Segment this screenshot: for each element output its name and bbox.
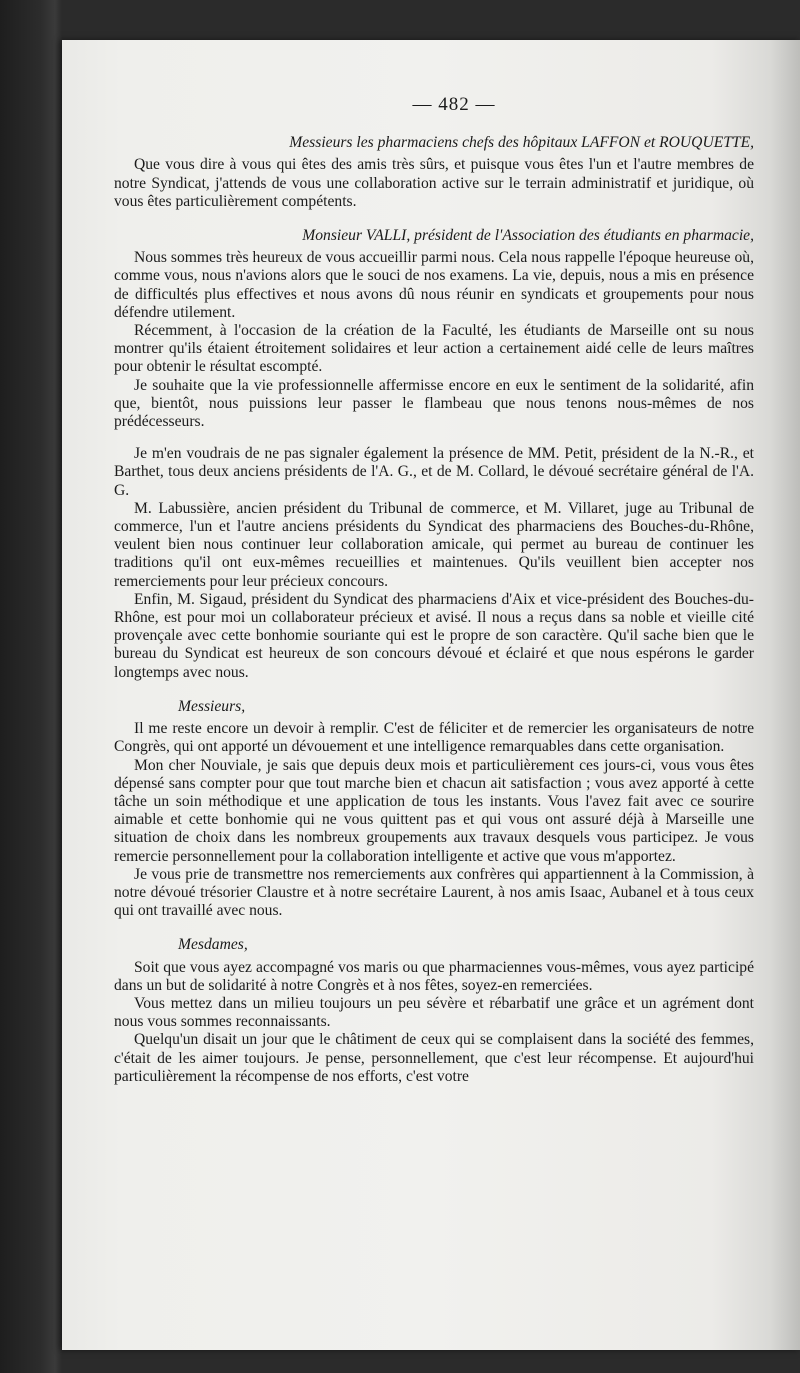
paragraph: Enfin, M. Sigaud, président du Syndicat des pharmaciens d'Aix et vice-président des Bouches-du-Rhône, est pour moi un collaborateur précieux et avisé. Il nous a reçus dans sa noble et vieille cité provençale avec cette bonhomie souriante qui est le propre de son caractère. Qu'il sache bien que le bureau du Syndicat est heureux de son concours dévoué et éclairé et que nous espérons le garder longtemps avec nous.: [114, 590, 754, 681]
paragraph: Mon cher Nouviale, je sais que depuis deux mois et particulièrement ces jours-ci, vous vous êtes dépensé sans compter pour que tout marche bien et chacun ait satisfaction ; vous avez apporté à cette tâche un soin méthodique et une application de tous les instants. Vous l'avez fait avec ce sourire aimable et cette bonhomie qui ne vous quittent pas et qui vous ont assuré déjà à Marseille une situation de choix dans les nombreux groupements aux travaux desquels vous participez. Je vous remercie personnellement pour la collaboration intelligente et active que vous m'apportez.: [114, 756, 754, 865]
paragraph: Quelqu'un disait un jour que le châtiment de ceux qui se complaisent dans la société des femmes, c'était de les aimer toujours. Je pense, personnellement, que c'est leur récompense. Et aujourd'hui particulièrement la récompense de nos efforts, c'est votre: [114, 1031, 754, 1085]
address-line: Messieurs les pharmaciens chefs des hôpitaux LAFFON et ROUQUETTE,: [289, 134, 754, 152]
section-presences: [114, 445, 754, 682]
page-number: — 482 —: [412, 94, 496, 115]
paragraph: Récemment, à l'occasion de la création de la Faculté, les étudiants de Marseille ont su nous montrer qu'ils étaient étroitement solidaires et leur action a certainement aidé celle de leurs maîtres pour obtenir le résultat escompté.: [114, 322, 754, 376]
paragraph: Nous sommes très heureux de vous accueillir parmi nous. Cela nous rappelle l'époque heureuse où, comme vous, nous n'avions alors que le souci de nos examens. La vie, depuis, nous a mis en présence de difficultés plus effectives et nous avons dû nous réunir en syndicats et groupements pour nous défendre utilement.: [114, 249, 754, 321]
section-messieurs: [114, 698, 754, 920]
paragraph: Il me reste encore un devoir à remplir. C'est de féliciter et de remercier les organisateurs de notre Congrès, qui ont apporté un dévouement et une intelligence remarquables dans cette organisation.: [114, 720, 754, 756]
paragraph: Que vous dire à vous qui êtes des amis très sûrs, et puisque vous êtes l'un et l'autre membres de notre Syndicat, j'attends de vous une collaboration active sur le terrain administratif et juridique, où vous êtes particulièrement compétents.: [114, 156, 754, 210]
address-line: Messieurs,: [178, 697, 246, 715]
paragraph: Soit que vous ayez accompagné vos maris ou que pharmaciennes vous-mêmes, vous ayez participé dans un but de solidarité à notre Congrès et à nos fêtes, soyez-en remerciées.: [114, 958, 754, 994]
page-text: [114, 96, 754, 1086]
address-line: Mesdames,: [178, 936, 248, 954]
paragraph: Je m'en voudrais de ne pas signaler également la présence de MM. Petit, président de la N.-R., et Barthet, tous deux anciens présidents de l'A. G., et de M. Collard, le dévoué secrétaire général de l'A. G.: [114, 445, 754, 499]
address-line: Monsieur VALLI, président de l'Association des étudiants en pharmacie,: [302, 227, 754, 245]
section-pharmaciens: [114, 134, 754, 211]
section-mesdames: [114, 936, 754, 1086]
section-valli: [114, 227, 754, 431]
paragraph: Je souhaite que la vie professionnelle affermisse encore en eux le sentiment de la solidarité, afin que, bientôt, nous puissions leur passer le flambeau que nous tenons nous-mêmes de nos prédécesseurs.: [114, 376, 754, 431]
paragraph: Je vous prie de transmettre nos remerciements aux confrères qui appartiennent à la Commission, à notre dévoué trésorier Claustre et à notre secrétaire Laurent, à nos amis Isaac, Aubanel et à tous ceux qui ont travaillé avec nous.: [114, 865, 754, 920]
paragraph: Vous mettez dans un milieu toujours un peu sévère et rébarbatif une grâce et un agrément dont nous vous sommes reconnaissants.: [114, 994, 754, 1031]
paragraph: M. Labussière, ancien président du Tribunal de commerce, et M. Villaret, juge au Tribunal de commerce, l'un et l'autre anciens présidents du Syndicat des pharmaciens des Bouches-du-Rhône, veulent bien nous continuer leur collaboration amicale, qui permet au bureau de continuer les traditions qu'il ont eux-mêmes recueillies et maintenues. Qu'ils veuillent bien accepter nos remerciements pour leur précieux concours.: [114, 499, 754, 590]
